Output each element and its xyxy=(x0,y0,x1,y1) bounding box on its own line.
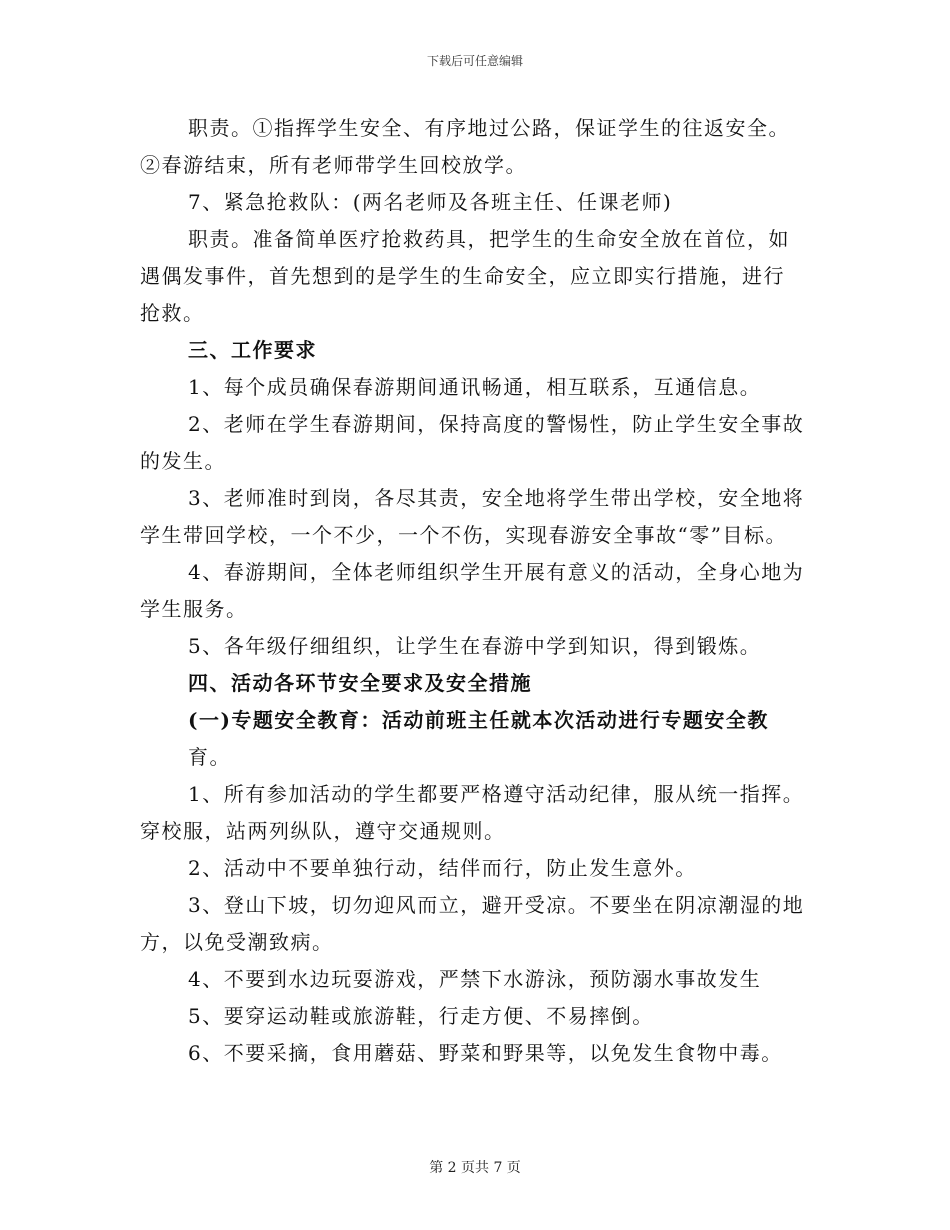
text-line: 学生带回学校，一个不少，一个不伤，实现春游安全事故“零”目标。 xyxy=(140,523,787,547)
text-line: 4、不要到水边玩耍游戏，严禁下水游泳，预防溺水事故发生 xyxy=(188,967,762,991)
text-line: 穿校服，站两列纵队，遵守交通规则。 xyxy=(140,819,506,843)
text-line: 6、不要采摘，食用蘑菇、野菜和野果等，以免发生食物中毒。 xyxy=(188,1041,783,1065)
text-line: 3、老师准时到岗，各尽其责，安全地将学生带出学校，安全地将 xyxy=(188,486,805,510)
text-line: 抢救。 xyxy=(140,301,205,325)
text-line: 3、登山下坡，切勿迎风而立，避开受凉。不要坐在阴凉潮湿的地 xyxy=(188,893,805,917)
text-line: 遇偶发事件，首先想到的是学生的生命安全，应立即实行措施，进行 xyxy=(140,264,785,288)
text-line: ②春游结束，所有老师带学生回校放学。 xyxy=(140,153,527,177)
text-line: 2、老师在学生春游期间，保持高度的警惕性，防止学生安全事故 xyxy=(188,412,805,436)
text-line: 职责。准备简单医疗抢救药具，把学生的生命安全放在首位，如 xyxy=(188,227,790,251)
text-line: 学生服务。 xyxy=(140,597,248,621)
text-line: 1、所有参加活动的学生都要严格遵守活动纪律，服从统一指挥。 xyxy=(188,782,805,806)
text-line: 2、活动中不要单独行动，结伴而行，防止发生意外。 xyxy=(188,856,697,880)
document-body xyxy=(140,110,810,1072)
page-header: 下载后可任意编辑 xyxy=(426,54,523,68)
text-line: 4、春游期间，全体老师组织学生开展有意义的活动，全身心地为 xyxy=(188,560,805,584)
page-footer: 第 2 页共 7 页 xyxy=(429,1160,521,1176)
text-line: 方，以免受潮致病。 xyxy=(140,930,334,954)
section-heading: 三、工作要求 xyxy=(188,338,317,362)
subsection-heading: (一)专题安全教育：活动前班主任就本次活动进行专题安全教 xyxy=(188,708,769,732)
text-line: 5、各年级仔细组织，让学生在春游中学到知识，得到锻炼。 xyxy=(188,634,762,658)
text-line: 职责。①指挥学生安全、有序地过公路，保证学生的往返安全。 xyxy=(188,116,790,140)
section-heading: 四、活动各环节安全要求及安全措施 xyxy=(188,671,532,695)
text-line: 7、紧急抢救队：(两名老师及各班主任、任课老师) xyxy=(188,190,673,214)
text-line: 的发生。 xyxy=(140,449,226,473)
text-line: 5、要穿运动鞋或旅游鞋，行走方便、不易摔倒。 xyxy=(188,1004,654,1028)
text-line: 育。 xyxy=(188,745,231,769)
text-line: 1、每个成员确保春游期间通讯畅通，相互联系，互通信息。 xyxy=(188,375,762,399)
